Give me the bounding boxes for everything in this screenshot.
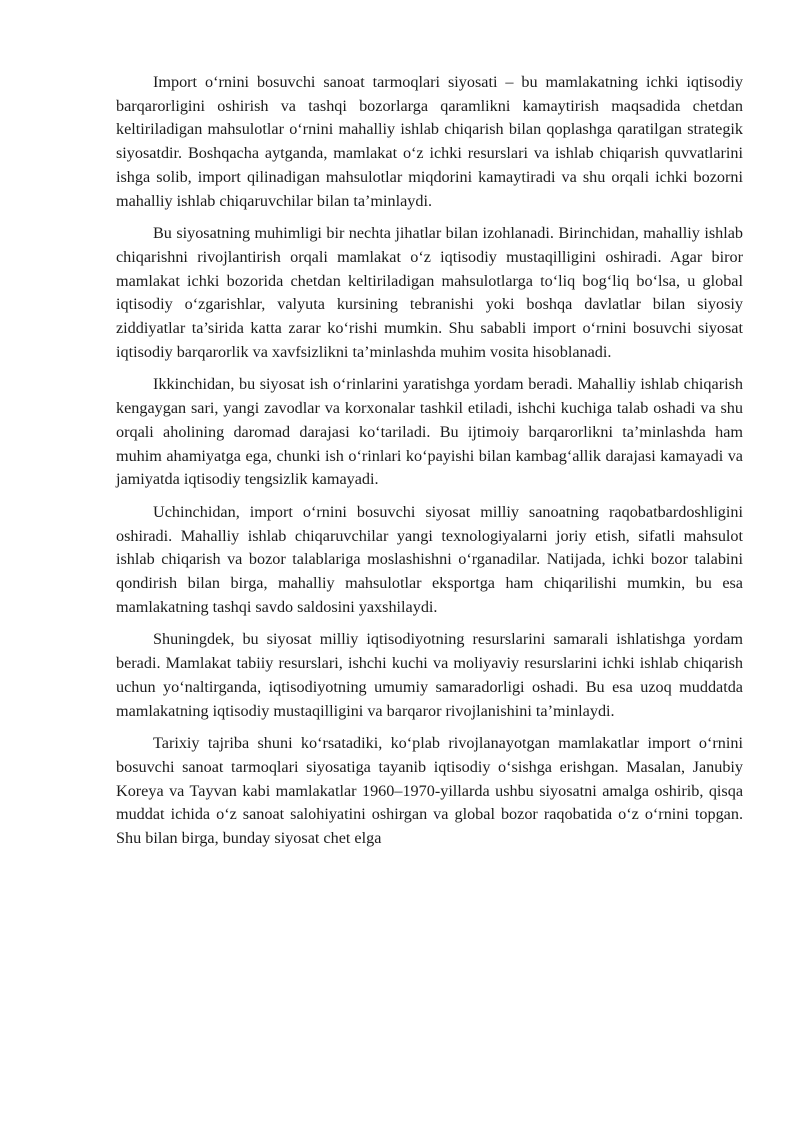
paragraph-historical-experience: Tarixiy tajriba shuni ko‘rsatadiki, ko‘plab rivojlanayotgan mamlakatlar import o‘rnini bosuvchi sanoat tarmoqlari siyosatiga tayanib iqtisodiy o‘sishga erishgan. Masalan, Janubiy Koreya va Tayvan kabi mamlakatlar 1960–1970-yillarda ushbu siyosatni amalga oshirib, qisqa muddat ichida o‘z sanoat salohiyatini oshirgan va global bozor raqobatida o‘z o‘rnini topgan. Shu bilan birga, bunday siyosat chet elga — [116, 734, 743, 848]
paragraph-second-jobs: Ikkinchidan, bu siyosat ish o‘rinlarini yaratishga yordam beradi. Mahalliy ishlab chiqarish kengaygan sari, yangi zavodlar va korxonalar tashkil etiladi, ishchi kuchiga talab oshadi va shu orqali aholining daromad darajasi ko‘tariladi. Bu ijtimoiy barqarorlikni ta’minlashda ham muhim ahamiyatga ega, chunki ish o‘rinlari ko‘payishi bilan kambag‘allik darajasi kamayadi va jamiyatda iqtisodiy tengsizlik kamayadi. — [116, 375, 743, 489]
paragraph-third-competitiveness: Uchinchidan, import o‘rnini bosuvchi siyosat milliy sanoatning raqobatbardoshligini oshiradi. Mahalliy ishlab chiqaruvchilar yangi texnologiyalarni joriy etish, sifatli mahsulot ishlab chiqarish va bozor talablariga moslashishni o‘rganadilar. Natijada, ichki bozor talabini qondirish bilan birga, mahalliy mahsulotlar eksportga ham chiqarilishi mumkin, bu esa mamlakatning tashqi savdo saldosini yaxshilaydi. — [116, 502, 743, 616]
paragraph-resources: Shuningdek, bu siyosat milliy iqtisodiyotning resurslarini samarali ishlatishga yordam beradi. Mamlakat tabiiy resurslari, ishchi kuchi va moliyaviy resurslarini ichki ishlab chiqarish uchun yo‘naltirganda, iqtisodiyotning umumiy samaradorligi oshadi. Bu esa uzoq muddatda mamlakatning iqtisodiy mustaqilligini va barqaror rivojlanishini ta’minlaydi. — [116, 630, 743, 720]
document-body — [116, 71, 743, 860]
paragraph-definition: Import o‘rnini bosuvchi sanoat tarmoqlari siyosati – bu mamlakatning ichki iqtisodiy barqarorligini oshirish va tashqi bozorlarga qaramlikni kamaytirish maqsadida chetdan keltiriladigan mahsulotlar o‘rnini mahalliy ishlab chiqarish bilan qoplashga qaratilgan strategik siyosatdir. Boshqacha aytganda, mamlakat o‘z ichki resurslari va ishlab chiqarish quvvatlarini ishga solib, import qilinadigan mahsulotlar miqdorini kamaytiradi va shu orqali ichki bozorni mahalliy ishlab chiqaruvchilar bilan ta’minlaydi. — [116, 73, 743, 210]
paragraph-importance-first: Bu siyosatning muhimligi bir nechta jihatlar bilan izohlanadi. Birinchidan, mahalliy ishlab chiqarishni rivojlantirish orqali mamlakat o‘z iqtisodiy mustaqilligini oshiradi. Agar biror mamlakat ichki bozorida chetdan keltiriladigan mahsulotlarga to‘liq bog‘liq bo‘lsa, u global iqtisodiy o‘zgarishlar, valyuta kursining tebranishi yoki boshqa davlatlar bilan siyosiy ziddiyatlar ta’sirida katta zarar ko‘rishi mumkin. Shu sababli import o‘rnini bosuvchi siyosat iqtisodiy barqarorlik va xavfsizlikni ta’minlashda muhim vosita hisoblanadi. — [116, 224, 743, 361]
